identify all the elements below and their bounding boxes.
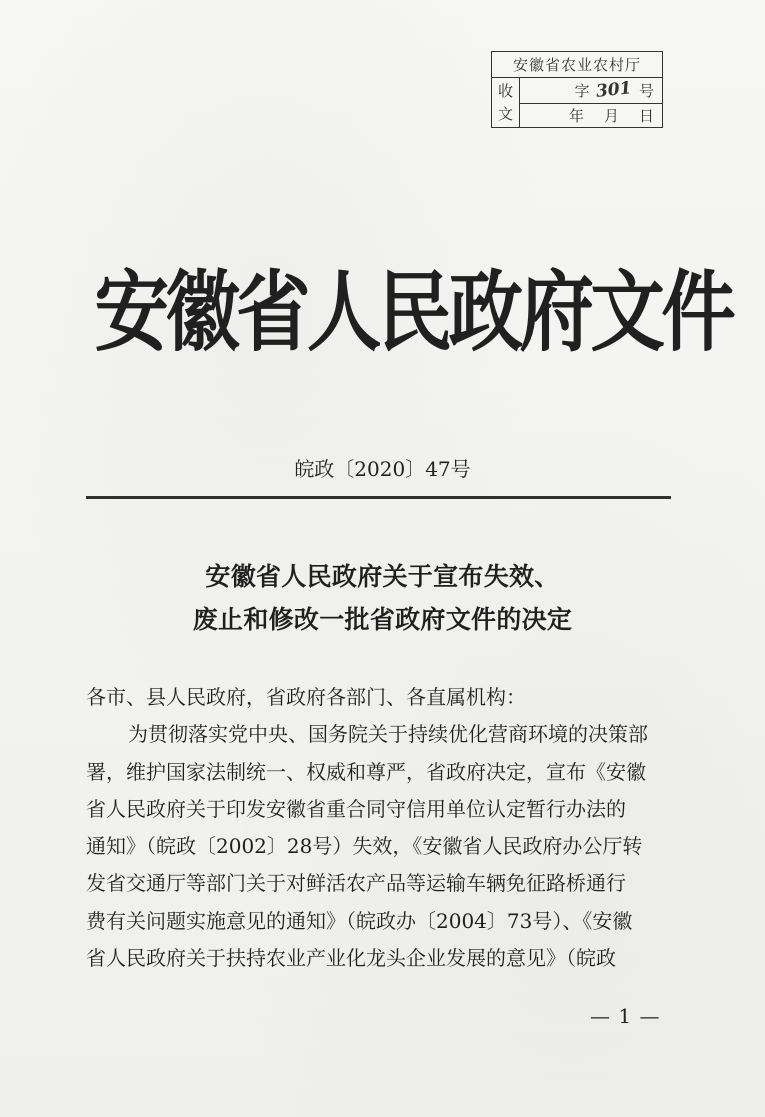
body-line: 发省交通厅等部门关于对鲜活农产品等运输车辆免征路桥通行 (86, 871, 626, 896)
document-title-line-2: 废止和修改一批省政府文件的决定 (192, 605, 573, 634)
stamp-office-name: 安徽省农业农村厅 (492, 52, 662, 78)
body-line: 通知》（皖政〔2002〕28号）失效，《安徽省人民政府办公厅转 (86, 834, 643, 859)
stamp-left-char-2: 文 (497, 105, 513, 123)
stamp-number-line (520, 78, 662, 103)
document-body (86, 679, 676, 977)
stamp-date-line (520, 103, 662, 129)
body-line: 费有关问题实施意见的通知》（皖政办〔2004〕73号）、《安徽 (86, 908, 633, 933)
document-number: 皖政〔2020〕47号 (294, 457, 471, 481)
agency-header-title: 安徽省人民政府文件 (94, 262, 733, 364)
document-title (0, 555, 765, 641)
body-line: 署，维护国家法制统一、权威和尊严，省政府决定，宣布《安徽 (86, 759, 646, 784)
body-line: 为贯彻落实党中央、国务院关于持续优化营商环境的决策部 (128, 722, 648, 747)
stamp-year-label: 年 (568, 107, 584, 126)
stamp-receipt-label (492, 78, 520, 128)
receipt-stamp (491, 51, 663, 128)
header-separator (86, 496, 671, 499)
addressee-line: 各市、县人民政府，省政府各部门、各直属机构： (86, 685, 526, 709)
body-line: 省人民政府关于扶持农业产业化龙头企业发展的意见》（皖政 (86, 946, 616, 971)
stamp-hao-label: 号 (638, 81, 654, 100)
stamp-month-label: 月 (603, 107, 619, 126)
stamp-fields (520, 78, 662, 128)
body-line: 省人民政府关于印发安徽省重合同守信用单位认定暂行办法的 (86, 796, 626, 821)
stamp-handwritten-number: 301 (595, 78, 633, 103)
page-number: — 1 — (590, 1004, 661, 1028)
document-title-line-1: 安徽省人民政府关于宣布失效、 (205, 562, 560, 591)
stamp-left-char-1: 收 (497, 82, 513, 100)
stamp-body (492, 78, 662, 128)
stamp-day-label: 日 (638, 107, 654, 126)
stamp-zi-label: 字 (574, 81, 590, 100)
